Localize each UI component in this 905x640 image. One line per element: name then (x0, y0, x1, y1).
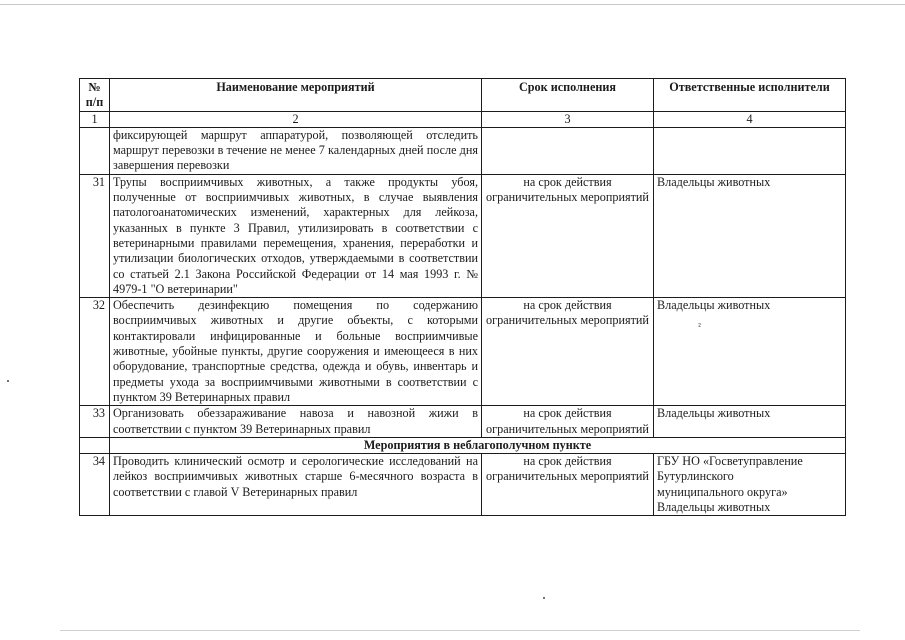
table-row (80, 298, 846, 406)
responsible-cell: Владельцы животных (654, 406, 846, 438)
row-number: 33 (80, 406, 110, 438)
header-name: Наименование мероприятий (110, 79, 482, 112)
header-row (80, 79, 846, 112)
table-row-continuation (80, 127, 846, 174)
table-row (80, 454, 846, 516)
row-num-empty (80, 127, 110, 174)
responsible-line: ГБУ НО «Госветуправление (657, 454, 803, 469)
section-num-empty (80, 437, 110, 453)
scan-edge-top (0, 4, 905, 5)
term-cell: на срок действия ограничительных мероприятий (482, 298, 654, 406)
table-row (80, 174, 846, 297)
section-row (80, 437, 846, 453)
term-cell: на срок действия ограничительных мероприятий (482, 406, 654, 438)
handwritten-mark: ² (698, 321, 701, 332)
column-number-1: 1 (80, 111, 110, 127)
column-number-2: 2 (110, 111, 482, 127)
column-numbers-row (80, 111, 846, 127)
term-cell: на срок действия ограничительных мероприятий (482, 454, 654, 516)
responsible-text: Владельцы животных (657, 298, 771, 313)
scan-edge-bottom (60, 630, 860, 631)
responsible-line: муниципального округа» (657, 484, 788, 499)
responsible-line: Владельцы животных (657, 500, 771, 515)
row-number: 32 (80, 298, 110, 406)
column-number-4: 4 (654, 111, 846, 127)
column-number-3: 3 (482, 111, 654, 127)
responsible-cell: Владельцы животных (654, 174, 846, 297)
measures-table (79, 78, 846, 516)
scan-speck (543, 597, 545, 599)
section-title: Мероприятия в неблагополучном пункте (110, 437, 846, 453)
row-number: 34 (80, 454, 110, 516)
header-responsible: Ответственные исполнители (654, 79, 846, 112)
term-cell: на срок действия ограничительных мероприятий (482, 174, 654, 297)
measure-name: Трупы восприимчивых животных, а также продукты убоя, полученные от восприимчивых животных, в случае выявления патологоанатомических изменений, характерных для лейкоза, указанных в пункте 3 Правил, утилизировать в соответствии с ветеринарными правилами перемещения, хранения, переработки и утилизации биологических отходов, утверждаемыми в соответствии со статьей 2.1 Закона Российской Федерации от 14 мая 1993 г. № 4979-1 "О ветеринарии" (110, 174, 482, 297)
header-num: № п/п (80, 79, 110, 112)
table-row (80, 406, 846, 438)
measure-name: фиксирующей маршрут аппаратурой, позволяющей отследить маршрут перевозки в течение не менее 7 календарных дней после дня завершения перевозки (110, 127, 482, 174)
responsible-cell (654, 454, 846, 516)
measure-name: Обеспечить дезинфекцию помещения по содержанию восприимчивых животных и другие объекты, с которыми контактировали инфицированные и больные восприимчивые животные, убойные пункты, другие сооружения и имеющееся в них оборудование, транспортные средства, одежда и обувь, инвентарь и предметы ухода за восприимчивыми животными в соответствии с пунктом 39 Ветеринарных правил (110, 298, 482, 406)
row-number: 31 (80, 174, 110, 297)
scan-speck (7, 380, 9, 382)
responsible-empty (654, 127, 846, 174)
responsible-line: Бутурлинского (657, 469, 734, 484)
header-term: Срок исполнения (482, 79, 654, 112)
responsible-cell (654, 298, 846, 406)
measure-name: Организовать обеззараживание навоза и навозной жижи в соответствии с пунктом 39 Ветеринарных правил (110, 406, 482, 438)
measure-name: Проводить клинический осмотр и серологические исследований на лейкоз восприимчивых животных старше 6-месячного возраста в соответствии с главой V Ветеринарных правил (110, 454, 482, 516)
term-empty (482, 127, 654, 174)
